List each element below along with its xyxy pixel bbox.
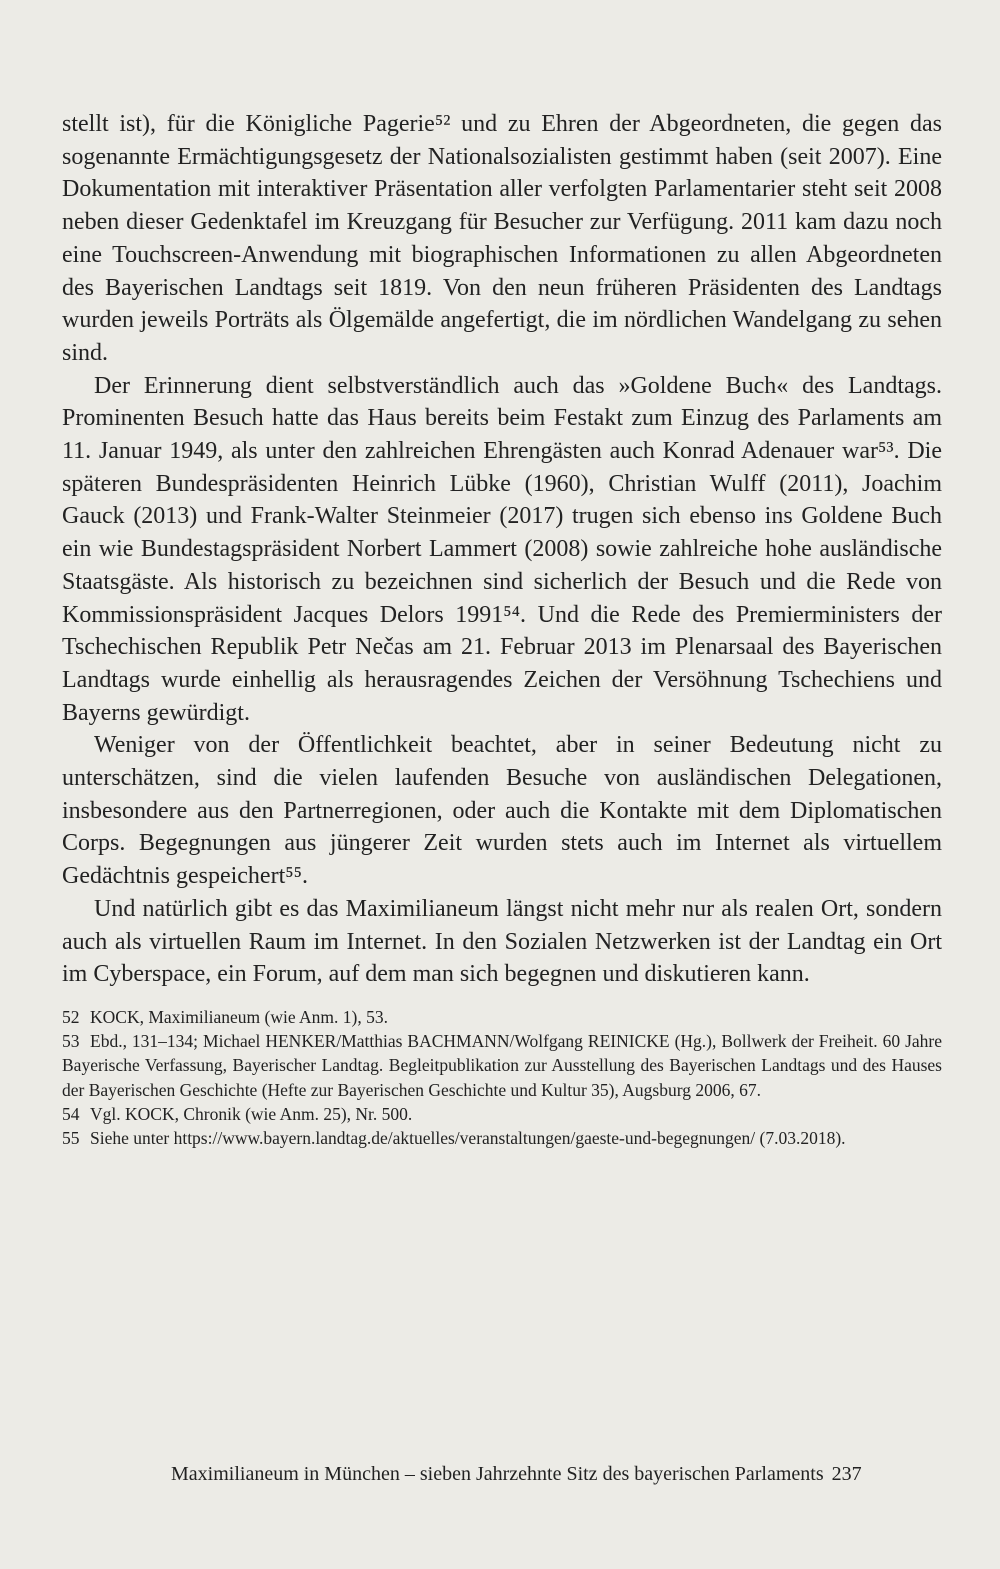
page-number: 237 [831, 1463, 862, 1485]
footnote-text: KOCK, Maximilianeum (wie Anm. 1), 53. [90, 1006, 388, 1027]
paragraph: Und natürlich gibt es das Maximilianeum längst nicht mehr nur als realen Ort, sondern auch als virtuellen Raum im Internet. In den Sozialen Netzwerken ist der Landtag ein Ort im Cyberspace, ein Forum, auf dem man sich begegnen und diskutieren kann. [62, 895, 942, 988]
footnote [62, 1005, 942, 1029]
paragraph: stellt ist), für die Königliche Pagerie⁵² und zu Ehren der Abgeordneten, die gegen das sogenannte Ermächtigungsgesetz der Nationalsozialisten gestimmt haben (seit 2007). Eine Dokumentation mit interaktiver Präsentation aller verfolgten Parlamentarier steht seit 2008 neben dieser Gedenktafel im Kreuzgang für Besucher zur Verfügung. 2011 kam dazu noch eine Touchscreen-Anwendung mit biographischen Informationen zu allen Abgeordneten des Bayerischen Landtags seit 1819. Von den neun früheren Präsidenten des Landtags wurden jeweils Porträts als Ölgemälde angefertigt, die im nördlichen Wandelgang zu sehen sind. [62, 111, 942, 366]
page-content [62, 108, 942, 1150]
page-footer [171, 1461, 862, 1487]
footnote-number: 55 [62, 1128, 80, 1148]
footnote [62, 1126, 942, 1150]
footnote-number: 53 [62, 1031, 80, 1052]
footnote-number: 52 [62, 1006, 80, 1027]
paragraph: Der Erinnerung dient selbstverständlich auch das »Goldene Buch« des Landtags. Prominenten Besuch hatte das Haus bereits beim Festakt zum Einzug des Parlaments am 11. Januar 1949, als unter den zahlreichen Ehrengästen auch Konrad Adenauer war⁵³. Die späteren Bundespräsidenten Heinrich Lübke (1960), Christian Wulff (2011), Joachim Gauck (2013) und Frank-Walter Steinmeier (2017) trugen sich ebenso ins Goldene Buch ein wie Bundestagspräsident Norbert Lammert (2008) sowie zahlreiche hohe ausländische Staatsgäste. Als historisch zu bezeichnen sind sicherlich der Besuch und die Rede von Kommissionspräsident Jacques Delors 1991⁵⁴. Und die Rede des Premierministers der Tschechischen Republik Petr Nečas am 21. Februar 2013 im Plenarsaal des Bayerischen Landtags wurde einhellig als herausragendes Zeichen der Versöhnung Tschechiens und Bayerns gewürdigt. [62, 372, 942, 726]
footnote [62, 1029, 942, 1102]
footnote-text: Ebd., 131–134; Michael HENKER/Matthias BACHMANN/Wolfgang REINICKE (Hg.), Bollwerk der Freiheit. 60 Jahre Bayerische Verfassung, Bayerischer Landtag. Begleitpublikation zur Ausstellung des Bayerischen Landtags und des Hauses der Bayerischen Geschichte (Hefte zur Bayerischen Geschichte und Kultur 35), Augsburg 2006, 67. [62, 1031, 942, 1100]
main-text [62, 108, 942, 991]
footnote-text: Siehe unter https://www.bayern.landtag.de/aktuelles/veranstaltungen/gaeste-und-begegnungen/ (7.03.2018). [90, 1128, 846, 1148]
footnotes [62, 1005, 942, 1150]
footnote [62, 1102, 942, 1126]
running-title: Maximilianeum in München – sieben Jahrzehnte Sitz des bayerischen Parlaments [171, 1463, 824, 1485]
footnote-text: Vgl. KOCK, Chronik (wie Anm. 25), Nr. 500. [90, 1103, 413, 1124]
paragraph: Weniger von der Öffentlichkeit beachtet, aber in seiner Bedeutung nicht zu unterschätzen, sind die vielen laufenden Besuche von ausländischen Delegationen, insbesondere aus den Partnerregionen, oder auch die Kontakte mit dem Diplomatischen Corps. Begegnungen aus jüngerer Zeit wurden stets auch im Internet als virtuellem Gedächtnis gespeichert⁵⁵. [62, 732, 942, 890]
footnote-number: 54 [62, 1103, 80, 1124]
